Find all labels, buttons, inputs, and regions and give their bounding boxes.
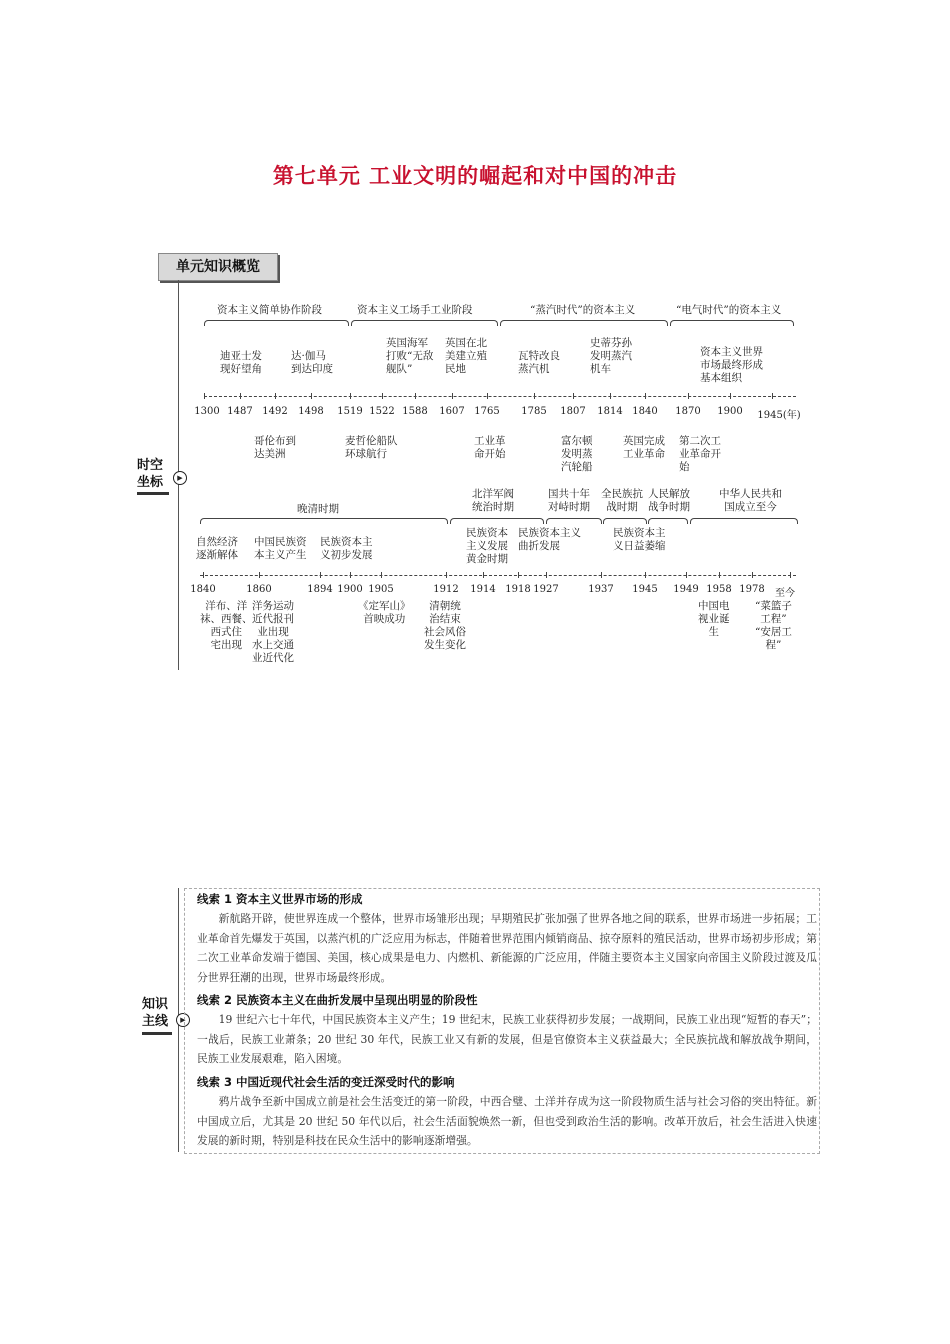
period-bracket (690, 518, 798, 524)
china-event: 《定军山》 首映成功 (358, 600, 411, 625)
axis-tick (350, 572, 351, 578)
year-label: 1870 (675, 406, 701, 417)
year-label: 1894 (307, 584, 333, 595)
china-event: 民族资本主 义日益萎缩 (613, 527, 666, 552)
year-label: 1905 (368, 584, 394, 595)
world-event: 达·伽马 到达印度 (291, 350, 333, 375)
period-bracket (648, 518, 688, 524)
stage-bracket (500, 320, 668, 326)
period-label: 中华人民共和 国成立至今 (719, 488, 782, 513)
axis-tick (381, 572, 382, 578)
timeline-label-underline (137, 492, 169, 495)
china-event: 民族资本主义 曲折发展 (518, 527, 581, 552)
period-label: 晚清时期 (297, 503, 339, 515)
axis-tick (534, 393, 535, 399)
axis-tick (203, 572, 204, 578)
axis-tick (275, 393, 276, 399)
world-event: 富尔顿 发明蒸 汽轮船 (561, 435, 593, 473)
year-label: 1814 (597, 406, 623, 417)
period-label: 人民解放 战争时期 (648, 488, 690, 513)
year-label: 1900 (717, 406, 743, 417)
axis-tick (601, 572, 602, 578)
year-label: 1927 (533, 584, 559, 595)
stage-bracket (204, 320, 349, 326)
china-event: 清朝统 治结束 社会风俗 发生变化 (424, 600, 466, 651)
mainline-label-underline (142, 1032, 172, 1035)
mainline-label: 知识 主线 (141, 997, 168, 1029)
period-bracket (450, 518, 544, 524)
year-label: 1487 (227, 406, 253, 417)
axis-tick (382, 393, 383, 399)
axis-tick (452, 393, 453, 399)
period-label: 北洋军阀 统治时期 (472, 488, 514, 513)
axis-tick (546, 572, 547, 578)
year-label: 1914 (470, 584, 496, 595)
year-label: 1492 (262, 406, 288, 417)
year-label: 1840 (632, 406, 658, 417)
world-event: 英国完成 工业革命 (623, 435, 665, 460)
year-label: 1945 (632, 584, 658, 595)
period-bracket (546, 518, 602, 524)
axis-tick (752, 572, 753, 578)
china-event: 洋布、洋 袜、西餐、 西式住 宅出现 (200, 600, 253, 651)
china-event: 自然经济 逐渐解体 (196, 536, 238, 561)
year-label: 1498 (298, 406, 324, 417)
axis-tick (350, 393, 351, 399)
china-event: 民族资本 主义发展 黄金时期 (466, 527, 508, 565)
year-label: 至今 (775, 588, 795, 599)
clue-1-title: 线索 1 资本主义世界市场的形成 (197, 892, 363, 906)
clue-3-title: 线索 3 中国近现代社会生活的变迁深受时代的影响 (197, 1075, 455, 1089)
axis-tick (573, 393, 574, 399)
axis-tick (645, 572, 646, 578)
axis-tick (446, 572, 447, 578)
stage-bracket (670, 320, 794, 326)
play-arrow-icon: ▶ (173, 471, 187, 485)
axis-tick (204, 393, 205, 399)
axis-tick (790, 572, 791, 578)
axis-tick (320, 572, 321, 578)
axis-tick (686, 572, 687, 578)
world-event: 瓦特改良 蒸汽机 (518, 350, 560, 375)
axis-tick (719, 572, 720, 578)
china-event: “菜篮子 工程” “安居工 程” (755, 600, 792, 651)
axis-tick (240, 393, 241, 399)
axis-tick (518, 572, 519, 578)
axis-tick (415, 393, 416, 399)
period-label: 全民族抗 战时期 (601, 488, 643, 513)
world-event: 迪亚士发 现好望角 (220, 350, 262, 375)
year-label: 1785 (521, 406, 547, 417)
world-event: 英国海军 打败“无敌 舰队” (386, 337, 434, 375)
axis-tick (311, 393, 312, 399)
axis-tick (483, 572, 484, 578)
axis-tick (487, 393, 488, 399)
stage-label: 资本主义工场手工业阶段 (357, 304, 473, 316)
play-arrow-icon: ▶ (176, 1013, 190, 1027)
china-event: 中国民族资 本主义产生 (254, 536, 307, 561)
clue-3-text: 鸦片战争至新中国成立前是社会生活变迁的第一阶段，中西合璧、土洋并存成为这一阶段物质生活与社会习俗的突出特征。新中国成立后，尤其是 20 世纪 50 年代以后，社会生活面貌焕然一新，但也受到政治生活的影响。改革开放后，社会生活进入快速发展的新时期，特别是科技在民众生活中的影响逐渐增强。 (197, 1095, 817, 1148)
year-label: 1860 (246, 584, 272, 595)
china-event: 中国电 视业诞 生 (698, 600, 730, 638)
year-label: 1918 (505, 584, 531, 595)
axis-tick (730, 393, 731, 399)
year-label: 1588 (402, 406, 428, 417)
stage-label: 资本主义简单协作阶段 (217, 304, 322, 316)
year-label: 1519 (337, 406, 363, 417)
year-label: 1945(年) (757, 410, 801, 421)
period-bracket (603, 518, 647, 524)
world-axis (204, 396, 796, 397)
axis-tick (610, 393, 611, 399)
timeline-label: 时空 坐标 (136, 458, 163, 490)
world-event: 第二次工 业革命开 始 (679, 435, 721, 473)
stage-label: “蒸汽时代”的资本主义 (530, 304, 636, 316)
stage-label: “电气时代”的资本主义 (676, 304, 782, 316)
year-label: 1840 (190, 584, 216, 595)
clue-2-text: 19 世纪六七十年代，中国民族资本主义产生；19 世纪末，民族工业获得初步发展；一战期间，民族工业出现“短暂的春天”；一战后，民族工业萧条；20 世纪 30 年代，民族工业又有新的发展，但是官僚资本主义获益最大；全民族抗战和解放战争期间，民族工业发展艰难，陷入困境。 (197, 1013, 817, 1066)
world-event: 史蒂芬孙 发明蒸汽 机车 (590, 337, 632, 375)
china-event: 洋务运动 近代报刊 业出现 水上交通 业近代化 (252, 600, 294, 664)
year-label: 1807 (560, 406, 586, 417)
china-event: 民族资本主 义初步发展 (320, 536, 373, 561)
china-axis (200, 575, 796, 576)
axis-tick (645, 393, 646, 399)
overview-badge: 单元知识概览 (158, 253, 278, 281)
world-event: 工业革 命开始 (474, 435, 506, 460)
page-title: 第七单元 工业文明的崛起和对中国的冲击 (272, 164, 678, 188)
axis-tick (259, 572, 260, 578)
year-label: 1900 (337, 584, 363, 595)
world-event: 英国在北 美建立殖 民地 (445, 337, 487, 375)
world-event: 哥伦布到 达美洲 (254, 435, 296, 460)
year-label: 1958 (706, 584, 732, 595)
axis-tick (688, 393, 689, 399)
year-label: 1978 (739, 584, 765, 595)
year-label: 1300 (194, 406, 220, 417)
year-label: 1607 (439, 406, 465, 417)
year-label: 1765 (474, 406, 500, 417)
year-label: 1522 (369, 406, 395, 417)
stage-bracket (351, 320, 498, 326)
clue-2-title: 线索 2 民族资本主义在曲折发展中呈现出明显的阶段性 (197, 993, 478, 1007)
clue-1-text: 新航路开辟，使世界连成一个整体，世界市场雏形出现；早期殖民扩张加强了世界各地之间的联系，世界市场进一步拓展；工业革命首先爆发于英国，以蒸汽机的广泛应用为标志，伴随着世界范围内倾销商品、掠夺原料的殖民活动，世界市场初步形成；第二次工业革命发端于德国、美国，核心成果是电力、内燃机、新能源的广泛应用，伴随主要资本主义国家向帝国主义阶段过渡及瓜分世界狂潮的出现，世界市场最终形成。 (197, 912, 817, 984)
world-event: 资本主义世界 市场最终形成 基本组织 (700, 346, 763, 384)
year-label: 1912 (433, 584, 459, 595)
axis-tick (772, 393, 773, 399)
period-label: 国共十年 对峙时期 (548, 488, 590, 513)
period-bracket (200, 518, 448, 524)
year-label: 1937 (588, 584, 614, 595)
world-event: 麦哲伦船队 环球航行 (345, 435, 398, 460)
year-label: 1949 (673, 584, 699, 595)
